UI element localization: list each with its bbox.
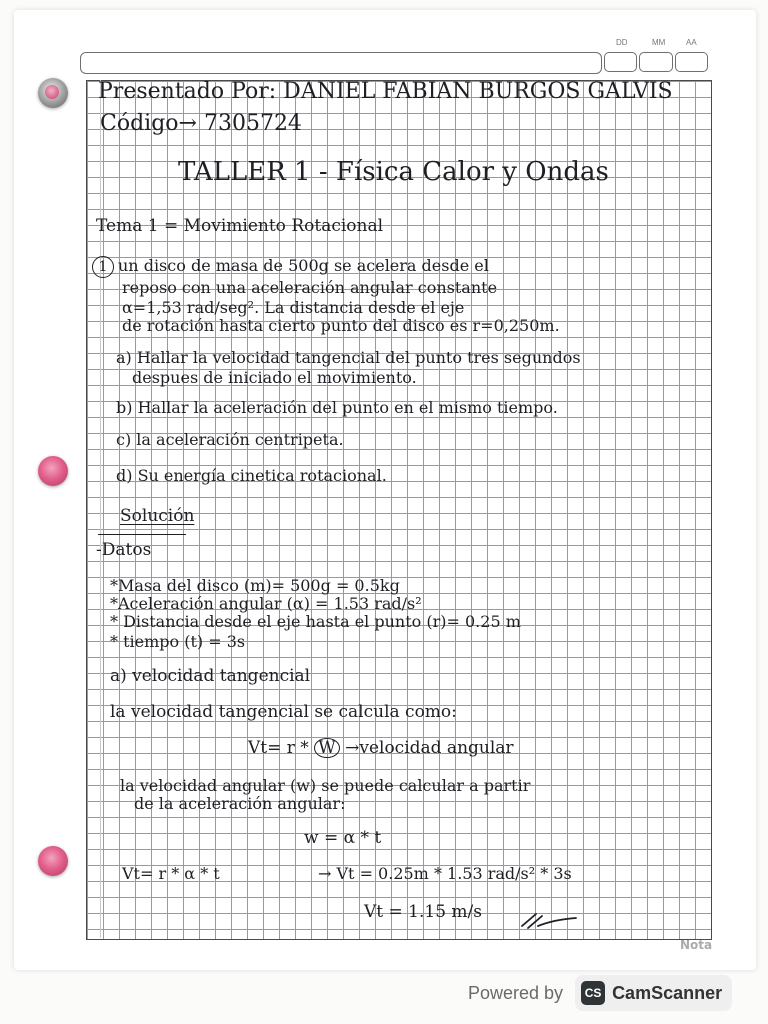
date-label-month: MM [652,38,666,47]
w-formula: w = α * t [304,828,382,848]
question-a-line-1: a) Hallar la velocidad tangencial del punto tres segundos [116,348,581,367]
camscanner-logo-icon: CS [581,981,605,1005]
powered-by-text: Powered by [468,982,564,1003]
data-heading: -Datos [96,540,152,560]
data-item-mass: *Masa del disco (m)= 500g = 0.5kg [110,576,400,595]
camscanner-watermark [468,974,750,1012]
date-label-year: AA [686,38,697,47]
part-a-heading: a) velocidad tangencial [110,666,311,686]
date-box-day [604,52,637,72]
camscanner-brand-name: CamScanner [612,982,723,1003]
check-mark-icon [518,910,578,930]
problem-line-3: α=1,53 rad/seg². La distancia desde el eje [122,298,465,317]
binder-hole-middle [38,456,68,486]
presented-by: Presentado Por: DANIEL FABIAN BURGOS GALVIS [98,79,673,104]
circled-w: W [314,738,339,758]
question-a-line-2: despues de iniciado el movimiento. [132,368,417,387]
data-item-time: * tiempo (t) = 3s [110,632,246,651]
problem-text-1: un disco de masa de 500g se acelera desde el [118,256,489,275]
header-field [80,52,602,74]
vt-formula-line [248,738,514,758]
angular-velocity-line-2: de la aceleración angular: [134,794,346,813]
data-item-angular-acceleration: *Aceleración angular (α) = 1.53 rad/s² [110,594,422,613]
topic: Tema 1 = Movimiento Rotacional [96,216,384,236]
formula-suffix: →velocidad angular [345,738,514,758]
student-code: Código→ 7305724 [100,111,302,136]
brand-watermark: Nota [680,938,713,952]
date-label-day: DD [616,38,628,47]
question-b: b) Hallar la aceleración del punto en el mismo tiempo. [116,398,558,417]
page-title: TALLER 1 - Física Calor y Ondas [178,157,609,187]
date-box-month [639,52,672,72]
margin-line [100,80,101,938]
question-c: c) la aceleración centripeta. [116,430,344,449]
binder-hole-bottom [38,846,68,876]
datos-underline [98,534,186,535]
vt-result: Vt = 1.15 m/s [364,902,482,922]
problem-number: 1 [92,256,114,278]
problem-line-2: reposo con una aceleración angular constante [122,278,498,297]
angular-velocity-line-1: la velocidad angular (w) se puede calcular a partir [120,776,531,795]
calc-intro: la velocidad tangencial se calcula como: [110,702,457,722]
date-boxes [604,52,708,72]
problem-line-4: de rotación hasta cierto punto del disco es r=0,250m. [122,316,560,335]
solution-heading: Solución [120,506,195,526]
formula-prefix: Vt= r * [248,738,309,758]
question-d: d) Su energía cinetica rotacional. [116,466,387,485]
binder-hole-top [38,78,68,108]
date-box-year [675,52,708,72]
vt-substitution: → Vt = 0.25m * 1.53 rad/s² * 3s [318,864,572,883]
vt-general-formula: Vt= r * α * t [122,864,220,883]
camscanner-badge [575,975,732,1011]
data-item-distance: * Distancia desde el eje hasta el punto (r)= 0.25 m [110,612,521,631]
problem-line-1 [92,256,489,278]
